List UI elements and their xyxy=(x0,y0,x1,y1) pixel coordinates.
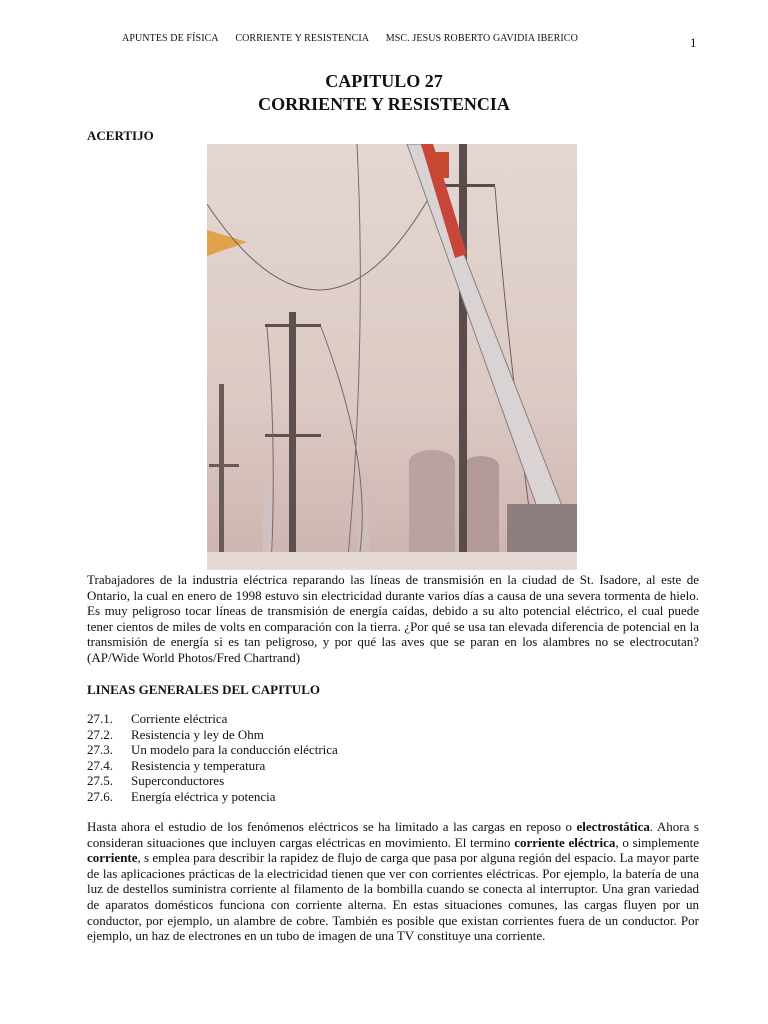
outline-label: Corriente eléctrica xyxy=(131,711,228,726)
header-topic: CORRIENTE Y RESISTENCIA xyxy=(235,33,370,44)
outline-label: Resistencia y ley de Ohm xyxy=(131,726,264,742)
outline-item xyxy=(87,773,338,789)
outline-heading: LINEAS GENERALES DEL CAPITULO xyxy=(87,682,320,697)
outline-item xyxy=(87,789,338,805)
running-header xyxy=(122,33,592,44)
header-author: MSC. JESUS ROBERTO GAVIDIA IBERICO xyxy=(385,33,578,44)
power-line-photo xyxy=(207,144,577,570)
chapter-number: CAPITULO 27 xyxy=(325,71,443,91)
acertijo-heading: ACERTIJO xyxy=(87,128,154,143)
outline-number: 27.4. xyxy=(87,757,113,773)
outline-label: Un modelo para la conducción eléctrica xyxy=(131,742,338,758)
photo-caption: Trabajadores de la industria eléctrica reparando las líneas de transmisión en la ciudad de St. Isadore, al este de Ontario, la cual en enero de 1998 estuvo sin electricidad durante varios días a causa de una severa tormenta de hielo. Es muy peligroso tocar líneas de transmisión de energía caídas, debido a su alto potencial eléctrico, el cual puede tener cientos de miles de volts en comparación con la tierra. ¿Por qué se usa tan elevada diferencia de potencial en la transmisión de energía si es tan peligroso, y por qué las aves que se paran en los alambres no se electrocutan? (AP/Wide World Photos/Fred Chartrand) xyxy=(87,572,699,665)
outline-item xyxy=(87,727,338,743)
outline-number: 27.1. xyxy=(87,711,113,726)
intro-paragraph xyxy=(87,819,699,944)
header-course: APUNTES DE FÍSICA xyxy=(122,33,219,44)
intro-text: . Ahora s consideran situaciones que incluyen cargas eléctricas en movimiento. El termino xyxy=(87,819,699,850)
outline-number: 27.6. xyxy=(87,788,113,804)
page-number: 1 xyxy=(690,35,697,50)
term-corriente: corriente xyxy=(87,850,138,866)
outline-label: Resistencia y temperatura xyxy=(131,757,266,773)
intro-text: , o simplemente xyxy=(615,834,699,850)
outline-label: Energía eléctrica y potencia xyxy=(131,788,276,804)
outline-item xyxy=(87,711,338,727)
outline-item xyxy=(87,758,338,774)
intro-text: Hasta ahora el estudio de los fenómenos eléctricos se ha limitado a las cargas en reposo o xyxy=(87,819,577,834)
intro-text: , s emplea para describir la rapidez de flujo de carga que pasa por alguna región del espacio. La mayor parte de las aplicaciones prácticas de la electricidad tienen que ver con corrientes eléctricas. Por ejemplo, la batería de una luz de destellos suministra corriente al filamento de la bombilla cuando se conecta al interruptor. Una gran variedad de aparatos domésticos funciona con corriente alterna. En estas situaciones comunes, las cargas fluyen por un conductor, por ejemplo, un alambre de cobre. También es posible que existan corrientes fuera de un conductor. Por ejemplo, un haz de electrones en un tubo de imagen de una TV constituye una corriente. xyxy=(87,850,699,944)
chapter-outline xyxy=(87,711,338,805)
term-electrostatica: electrostática xyxy=(576,819,650,834)
outline-number: 27.3. xyxy=(87,742,113,758)
chapter-title: CORRIENTE Y RESISTENCIA xyxy=(258,94,510,114)
term-corriente-electrica: corriente eléctrica xyxy=(514,834,616,850)
outline-label: Superconductores xyxy=(131,773,225,789)
outline-item xyxy=(87,742,338,758)
outline-number: 27.2. xyxy=(87,726,113,742)
outline-number: 27.5. xyxy=(87,773,113,789)
